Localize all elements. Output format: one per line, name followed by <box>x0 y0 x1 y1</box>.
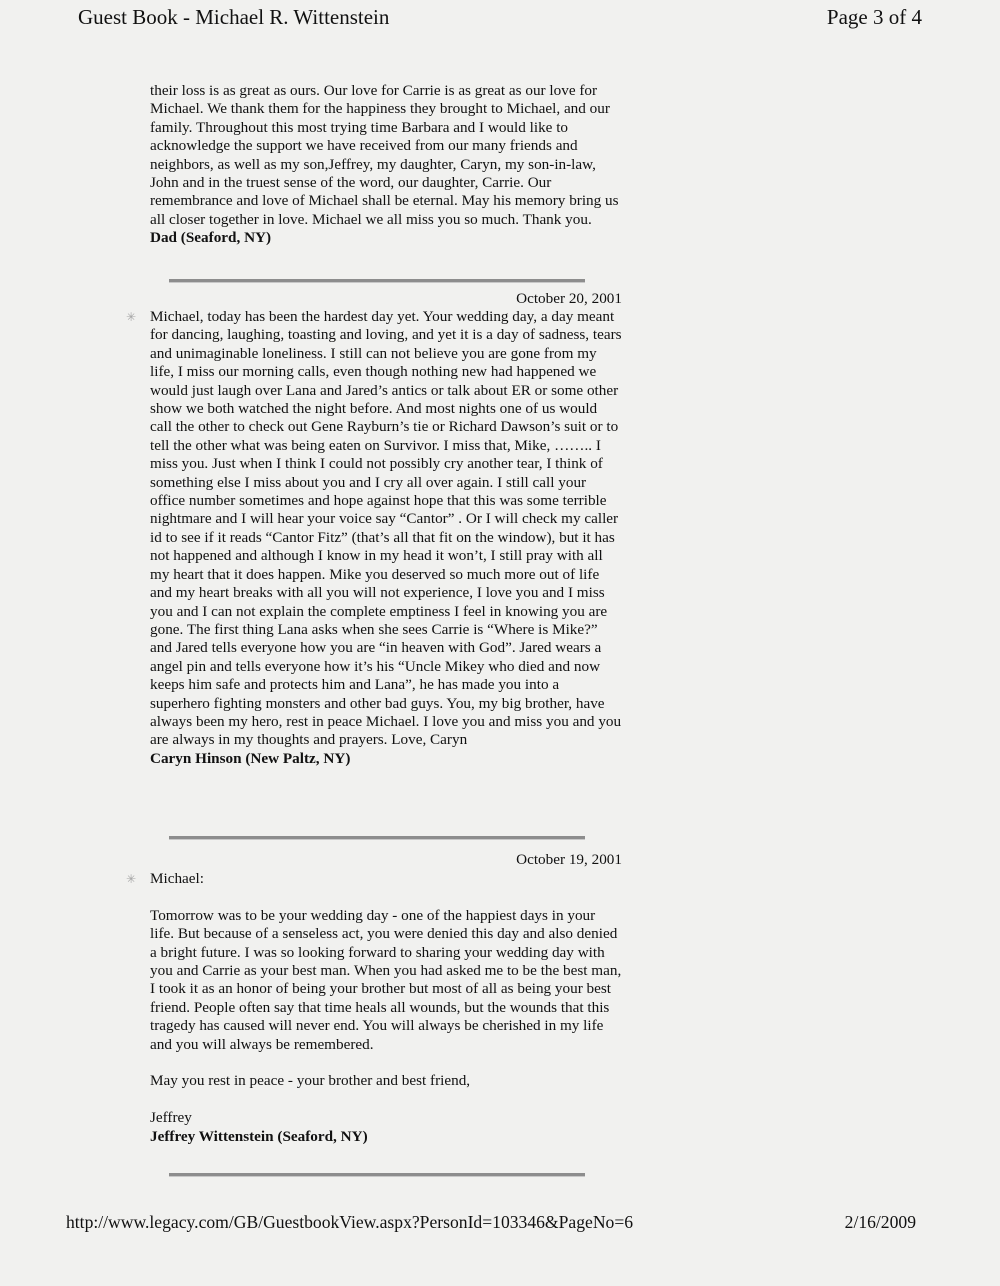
guestbook-entry-caryn <box>150 308 622 768</box>
guestbook-entry-dad <box>150 82 622 248</box>
entry-divider <box>169 836 585 840</box>
entry-closing: May you rest in peace - your brother and best friend, <box>150 1072 471 1090</box>
footer-url: http://www.legacy.com/GB/GuestbookView.aspx?PersonId=103346&PageNo=6 <box>66 1212 634 1232</box>
entry-divider <box>169 279 585 283</box>
entry-signature: Dad (Seaford, NY) <box>150 229 272 247</box>
entry-salutation: Michael: <box>150 870 204 887</box>
entry-signature: Caryn Hinson (New Paltz, NY) <box>150 749 351 767</box>
entry-message: their loss is as great as ours. Our love for Carrie is as great as our love for Michael. We thank them for the happiness they brought to Michael, and our family. Throughout this most trying time Barbara and I would like to acknowledge the support we have received from our many friends and neighbors, as well as my son,Jeffrey, my daughter, Caryn, my son-in-law, John and in the truest sense of the word, our daughter, Carrie. Our remembrance and love of Michael shall be eternal. May his memory bring us all closer together in love. Michael we all miss you so much. Thank you. <box>150 82 619 228</box>
entry-divider <box>169 1173 585 1177</box>
guestbook-entry-icon: ✳ <box>126 310 137 324</box>
entry-message: Michael, today has been the hardest day yet. Your wedding day, a day meant for dancing, laughing, toasting and loving, and yet it is a day of sadness, tears and unimaginable loneliness. I still can not believe you are gone from my life, I miss our morning calls, even though nothing new had happened we would just laugh over Lana and Jared’s antics or talk about ER or some other show we both watched the night before. And most nights one of us would call the other to check out Gene Rayburn’s tie or Richard Dawson’s suit or to tell the other what was being eaten on Survivor. I miss that, Mike, …….. I miss you. Just when I think I could not possibly cry another tear, I think of something else I miss about you and I cry all over again. I still call your office number sometimes and hope against hope that this was some terrible nightmare and I will hear your voice say “Cantor” . Or I will check my caller id to see if it reads “Cantor Fitz” (that’s all that fit on the window), but it has not happened and although I know in my head it won’t, I still pray with all my heart that it does happen. Mike you deserved so much more out of life and my heart breaks with all you will not experience, I love you and I miss you and I can not explain the complete emptiness I feel in knowing you are gone. The first thing Lana asks when she sees Carrie is “Where is Mike?” and Jared tells everyone how you are “in heaven with God”. Jared wears a angel pin and tells everyone how it’s his “Uncle Mikey who died and now keeps him safe and protects him and Lana”, he has made you into a superhero fighting monsters and other bad guys. You, my big brother, have always been my hero, rest in peace Michael. I love you and miss you and you are always in my thoughts and prayers. Love, Caryn <box>150 308 622 749</box>
guestbook-entry-icon: ✳ <box>126 872 137 886</box>
entry-date: October 20, 2001 <box>516 290 622 307</box>
entry-message: Tomorrow was to be your wedding day - one of the happiest days in your life. But because of a senseless act, you were denied this day and also denied a bright future. I was so looking forward to sharing your wedding day with you and Carrie as your best man. When you had asked me to be the best man, I took it as an honor of being your brother but most of all as being your best friend. People often say that time heals all wounds, but the wounds that this tragedy has caused will never end. You will always be cherished in my life and you will always be remembered. <box>150 906 622 1053</box>
footer-print-date: 2/16/2009 <box>844 1212 916 1232</box>
page-header-title: Guest Book - Michael R. Wittenstein <box>78 5 390 29</box>
entry-date: October 19, 2001 <box>516 851 622 868</box>
guestbook-entry-jeffrey <box>150 870 622 1146</box>
entry-sign-off: Jeffrey <box>150 1109 192 1127</box>
page-number: Page 3 of 4 <box>826 5 922 29</box>
entry-signature: Jeffrey Wittenstein (Seaford, NY) <box>150 1127 368 1145</box>
